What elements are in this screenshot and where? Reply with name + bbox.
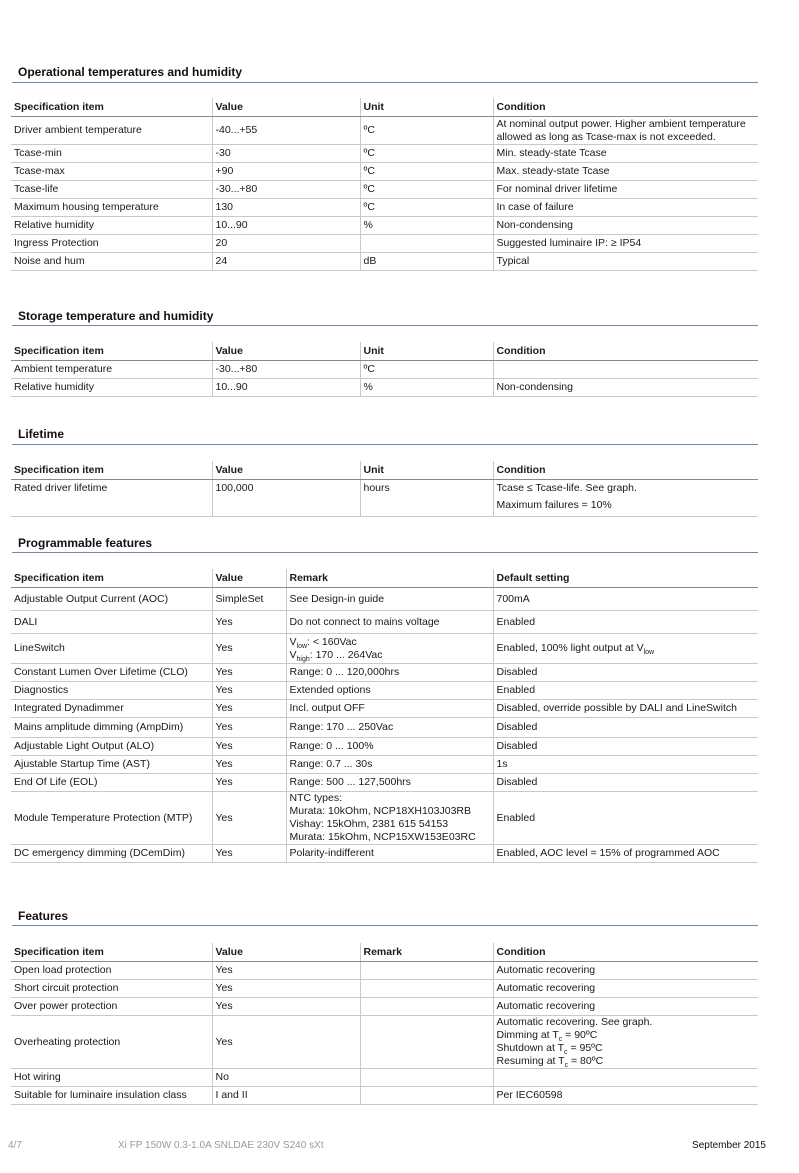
spec-item-cell: Adjustable Light Output (ALO) [11, 738, 212, 756]
value-cell: 10...90 [212, 217, 360, 235]
third-cell: Range: 0.7 ... 30s [286, 756, 493, 774]
value-cell: 24 [212, 253, 360, 271]
table-row [11, 253, 758, 271]
condition-cell: Enabled [493, 611, 758, 634]
table-row [11, 235, 758, 253]
table-row [11, 792, 758, 845]
third-cell: Polarity-indifferent [286, 845, 493, 863]
value-cell: Yes [212, 792, 286, 845]
footer-document-title: Xi FP 150W 0.3-1.0A SNLDAE 230V S240 sXt [118, 1140, 324, 1151]
third-cell: Range: 0 ... 100% [286, 738, 493, 756]
section-divider [12, 325, 758, 326]
condition-cell [493, 480, 758, 517]
column-header: Value [212, 98, 360, 117]
third-cell: hours [360, 480, 493, 517]
value-cell: Yes [212, 738, 286, 756]
table-row [11, 998, 758, 1016]
column-header: Value [212, 569, 286, 588]
v-high-line-rest: : 170 ... 264Vac [309, 648, 383, 661]
spec-item-cell: Tcase-max [11, 163, 212, 181]
spec-item-cell: Adjustable Output Current (AOC) [11, 588, 212, 611]
column-header: Value [212, 342, 360, 361]
operational-table [11, 98, 758, 271]
v-low-line-subscript: low [296, 642, 308, 650]
condition-cell: Automatic recovering [493, 980, 758, 998]
value-cell: 100,000 [212, 480, 360, 517]
value-cell: -30...+80 [212, 181, 360, 199]
cell-line: Murata: 15kOhm, NCP15XW153E03RC [289, 831, 476, 843]
condition-cell [493, 361, 758, 379]
resuming-line-rest: = 80ºC [568, 1055, 604, 1067]
cell-line: Tcase ≤ Tcase-life. See graph. [496, 482, 637, 494]
section-title-programmable: Programmable features [18, 536, 153, 550]
spec-item-cell: Relative humidity [11, 379, 212, 397]
spec-item-cell: Driver ambient temperature [11, 117, 212, 145]
lifetime-table [11, 461, 758, 517]
table-row [11, 774, 758, 792]
value-cell: I and II [212, 1087, 360, 1105]
condition-cell: Max. steady-state Tcase [493, 163, 758, 181]
table-row [11, 163, 758, 181]
third-cell [360, 980, 493, 998]
table-row [11, 682, 758, 700]
condition-cell: Disabled [493, 664, 758, 682]
third-cell: Do not connect to mains voltage [286, 611, 493, 634]
spec-item-cell: Maximum housing temperature [11, 199, 212, 217]
table-row [11, 117, 758, 145]
table-row [11, 738, 758, 756]
spec-item-cell: DALI [11, 611, 212, 634]
condition-cell: Enabled, AOC level = 15% of programmed AOC [493, 845, 758, 863]
spec-item-cell: Short circuit protection [11, 980, 212, 998]
condition-cell [493, 117, 758, 145]
third-cell: ºC [360, 145, 493, 163]
value-cell: Yes [212, 664, 286, 682]
table-row [11, 217, 758, 235]
third-cell: ºC [360, 163, 493, 181]
section-divider [12, 552, 758, 553]
condition-cell: For nominal driver lifetime [493, 181, 758, 199]
third-cell: ºC [360, 117, 493, 145]
condition-cell: In case of failure [493, 199, 758, 217]
spec-item-cell: Rated driver lifetime [11, 480, 212, 517]
third-cell [286, 792, 493, 845]
third-cell: % [360, 217, 493, 235]
third-cell: ºC [360, 361, 493, 379]
third-cell: dB [360, 253, 493, 271]
shutdown-line [497, 1042, 756, 1055]
spec-item-cell: Suitable for luminaire insulation class [11, 1087, 212, 1105]
column-header: Specification item [11, 569, 212, 588]
spec-item-cell: Constant Lumen Over Lifetime (CLO) [11, 664, 212, 682]
section-title-lifetime: Lifetime [18, 427, 65, 441]
third-cell [286, 634, 493, 664]
shutdown-line-subscript: c [564, 1049, 568, 1057]
spec-item-cell: Over power protection [11, 998, 212, 1016]
third-cell: Range: 170 ... 250Vac [286, 718, 493, 738]
column-header: Condition [493, 943, 758, 962]
condition-cell: Enabled [493, 792, 758, 845]
column-header: Value [212, 943, 360, 962]
third-cell: See Design-in guide [286, 588, 493, 611]
column-header: Default setting [493, 569, 758, 588]
v-low-line [290, 636, 490, 649]
value-cell: Yes [212, 1016, 360, 1069]
spec-item-cell: Noise and hum [11, 253, 212, 271]
table-row [11, 611, 758, 634]
value-cell: -30...+80 [212, 361, 360, 379]
value-cell: Yes [212, 998, 360, 1016]
table-header-row [11, 943, 758, 962]
table-row [11, 181, 758, 199]
default-setting-subscript: low [643, 649, 655, 657]
dimming-line-rest: = 90ºC [562, 1029, 598, 1041]
third-cell [360, 1069, 493, 1087]
spec-item-cell: Integrated Dynadimmer [11, 700, 212, 718]
table-row [11, 199, 758, 217]
column-header: Specification item [11, 461, 212, 480]
condition-cell [493, 1069, 758, 1087]
value-cell: Yes [212, 718, 286, 738]
overheating-line: Automatic recovering. See graph. [496, 1016, 653, 1028]
column-header: Unit [360, 98, 493, 117]
section-title-storage: Storage temperature and humidity [18, 309, 214, 323]
table-row [11, 145, 758, 163]
resuming-line-text: Resuming at T [496, 1055, 565, 1067]
table-row [11, 1069, 758, 1087]
value-cell: Yes [212, 634, 286, 664]
spec-item-cell: Tcase-life [11, 181, 212, 199]
v-high-line-text: V [289, 648, 297, 661]
third-cell [360, 998, 493, 1016]
spec-item-cell: Ambient temperature [11, 361, 212, 379]
condition-cell: Automatic recovering [493, 962, 758, 980]
value-cell: Yes [212, 845, 286, 863]
resuming-line-subscript: c [564, 1062, 569, 1070]
column-header: Condition [493, 98, 758, 117]
spec-item-cell: DC emergency dimming (DCemDim) [11, 845, 212, 863]
v-low-line-text: V [289, 635, 297, 648]
column-header: Remark [360, 943, 493, 962]
spec-item-cell: Mains amplitude dimming (AmpDim) [11, 718, 212, 738]
cell-line: NTC types: [289, 792, 343, 804]
column-header: Unit [360, 461, 493, 480]
footer-page-number: 4/7 [8, 1140, 22, 1151]
condition-cell: Disabled, override possible by DALI and LineSwitch [493, 700, 758, 718]
third-cell: Range: 0 ... 120,000hrs [286, 664, 493, 682]
table-row [11, 962, 758, 980]
dimming-line-text: Dimming at T [496, 1029, 559, 1041]
v-high-line-subscript: high [296, 655, 310, 663]
column-header: Condition [493, 461, 758, 480]
condition-cell: Typical [493, 253, 758, 271]
column-header: Condition [493, 342, 758, 361]
condition-cell: Suggested luminaire IP: ≥ IP54 [493, 235, 758, 253]
column-header: Unit [360, 342, 493, 361]
dimming-line-subscript: c [558, 1036, 563, 1044]
cell-line: Murata: 10kOhm, NCP18XH103J03RB [289, 805, 471, 817]
section-divider [12, 444, 758, 445]
third-cell [360, 235, 493, 253]
section-title-operational: Operational temperatures and humidity [18, 65, 243, 79]
value-cell: No [212, 1069, 360, 1087]
column-header: Specification item [11, 342, 212, 361]
spec-item-cell: Hot wiring [11, 1069, 212, 1087]
third-cell: Extended options [286, 682, 493, 700]
table-row [11, 756, 758, 774]
value-cell: SimpleSet [212, 588, 286, 611]
value-cell: Yes [212, 980, 360, 998]
table-row [11, 1087, 758, 1105]
spec-item-cell: Open load protection [11, 962, 212, 980]
third-cell: % [360, 379, 493, 397]
value-cell: Yes [212, 774, 286, 792]
table-row [11, 480, 758, 517]
spec-item-cell: LineSwitch [11, 634, 212, 664]
table-header-row [11, 569, 758, 588]
section-title-features: Features [18, 909, 69, 923]
third-cell [360, 962, 493, 980]
table-row [11, 845, 758, 863]
column-header: Specification item [11, 98, 212, 117]
third-cell [360, 1087, 493, 1105]
table-row [11, 718, 758, 738]
cell-line: Maximum failures = 10% [496, 499, 612, 511]
condition-cell: Disabled [493, 738, 758, 756]
spec-item-cell: Ajustable Startup Time (AST) [11, 756, 212, 774]
column-header: Remark [286, 569, 493, 588]
table-row [11, 980, 758, 998]
table-row [11, 664, 758, 682]
spec-item-cell: Tcase-min [11, 145, 212, 163]
cell-line: At nominal output power. Higher ambient temperature [496, 117, 746, 130]
dimming-line [497, 1029, 756, 1042]
table-header-row [11, 98, 758, 117]
table-header-row [11, 461, 758, 480]
third-cell: Incl. output OFF [286, 700, 493, 718]
table-row [11, 634, 758, 664]
column-header: Value [212, 461, 360, 480]
footer-date: September 2015 [692, 1140, 766, 1151]
third-cell: Range: 500 ... 127,500hrs [286, 774, 493, 792]
section-divider [12, 925, 758, 926]
table-row [11, 361, 758, 379]
resuming-line [497, 1055, 756, 1068]
value-cell: -30 [212, 145, 360, 163]
condition-cell: Disabled [493, 718, 758, 738]
value-cell: +90 [212, 163, 360, 181]
condition-cell [493, 1016, 758, 1069]
cell-line: allowed as long as Tcase-max is not exceeded. [496, 130, 716, 143]
value-cell: Yes [212, 611, 286, 634]
value-cell: Yes [212, 756, 286, 774]
section-divider [12, 82, 758, 83]
spec-item-cell: Overheating protection [11, 1016, 212, 1069]
default-setting-text: Enabled, 100% light output at V [496, 642, 644, 654]
spec-item-cell: Diagnostics [11, 682, 212, 700]
table-row [11, 588, 758, 611]
shutdown-line-rest: = 95ºC [567, 1042, 603, 1054]
value-cell: 20 [212, 235, 360, 253]
shutdown-line-text: Shutdown at T [496, 1042, 565, 1054]
cell-line: Vishay: 15kOhm, 2381 615 54153 [289, 818, 449, 830]
third-cell: ºC [360, 181, 493, 199]
condition-cell: Min. steady-state Tcase [493, 145, 758, 163]
value-cell: Yes [212, 962, 360, 980]
storage-table [11, 342, 758, 397]
condition-cell: Disabled [493, 774, 758, 792]
spec-item-cell: Module Temperature Protection (MTP) [11, 792, 212, 845]
table-row [11, 700, 758, 718]
spec-item-cell: Relative humidity [11, 217, 212, 235]
condition-cell [493, 634, 758, 664]
spec-item-cell: Ingress Protection [11, 235, 212, 253]
features-table [11, 943, 758, 1105]
spec-item-cell: End Of Life (EOL) [11, 774, 212, 792]
condition-cell: 700mA [493, 588, 758, 611]
v-low-line-rest: : < 160Vac [307, 635, 357, 648]
condition-cell: Non-condensing [493, 217, 758, 235]
table-row [11, 1016, 758, 1069]
value-cell: Yes [212, 682, 286, 700]
value-cell: 130 [212, 199, 360, 217]
condition-cell: Automatic recovering [493, 998, 758, 1016]
third-cell: ºC [360, 199, 493, 217]
condition-cell: 1s [493, 756, 758, 774]
condition-cell: Enabled [493, 682, 758, 700]
value-cell: Yes [212, 700, 286, 718]
third-cell [360, 1016, 493, 1069]
condition-cell: Per IEC60598 [493, 1087, 758, 1105]
programmable-table [11, 569, 758, 863]
value-cell: -40...+55 [212, 117, 360, 145]
table-row [11, 379, 758, 397]
value-cell: 10...90 [212, 379, 360, 397]
v-high-line [290, 649, 490, 662]
condition-cell: Non-condensing [493, 379, 758, 397]
column-header: Specification item [11, 943, 212, 962]
table-header-row [11, 342, 758, 361]
